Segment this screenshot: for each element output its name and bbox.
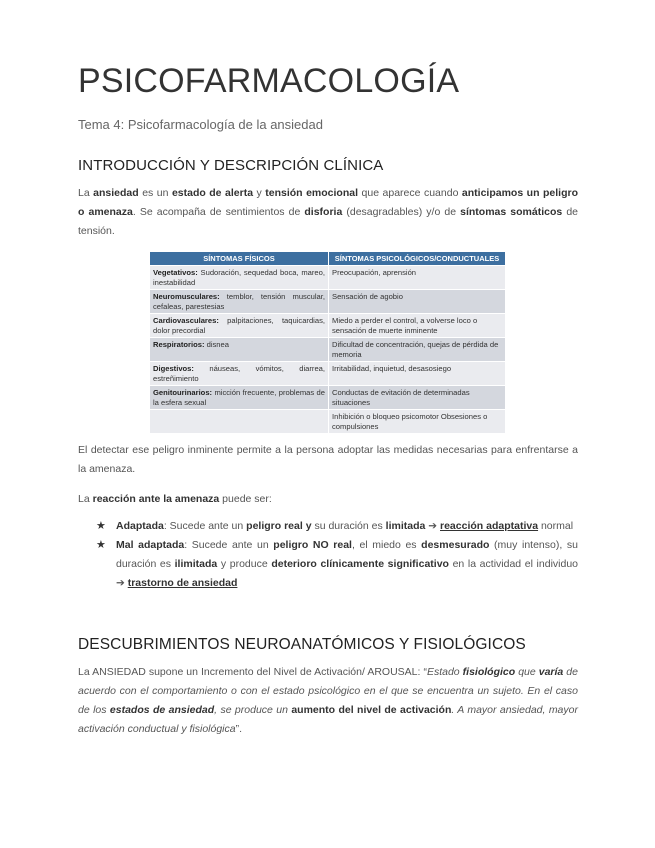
intro-paragraph: La ansiedad es un estado de alerta y tensión emocional que aparece cuando anticipamos un peligro o amenaza. Se acompaña de sentimientos de disforia (desagradables) y/o de síntomas somáticos de tensión. (78, 187, 578, 237)
danger-paragraph: El detectar ese peligro inminente permite a la persona adoptar las medidas necesarias para enfrentarse a la amenaza. (78, 444, 578, 475)
table-row (150, 266, 506, 290)
table-row (150, 338, 506, 362)
section-heading-intro: INTRODUCCIÓN Y DESCRIPCIÓN CLÍNICA (78, 157, 384, 174)
page-subtitle: Tema 4: Psicofarmacología de la ansiedad (78, 117, 323, 132)
table-row (150, 362, 506, 386)
table-cell-physical: Cardiovasculares: palpitaciones, taquicardias, dolor precordial (150, 314, 329, 338)
symptoms-table (149, 251, 506, 434)
table-row (150, 314, 506, 338)
table-cell-physical: Neuromusculares: temblor, tensión muscular, cefaleas, parestesias (150, 290, 329, 314)
reaction-list (96, 517, 578, 593)
star-icon: ★ (96, 520, 106, 532)
table-row (150, 410, 506, 434)
page-title: PSICOFARMACOLOGÍA (78, 62, 460, 100)
table-cell-psychological: Conductas de evitación de determinadas situaciones (329, 386, 506, 410)
table-cell-physical: Respiratorios: disnea (150, 338, 329, 362)
arousal-paragraph: La ANSIEDAD supone un Incremento del Nivel de Activación/ AROUSAL: “Estado fisiológico que varía de acuerdo con el comportamiento o con el estado psicológico en el que se encuentra un sujeto. En el caso de los estados de ansiedad, se produce un aumento del nivel de activación. A mayor ansiedad, mayor activación conductual y fisiológica”. (78, 666, 578, 735)
table-row (150, 386, 506, 410)
table-header-psychological: SÍNTOMAS PSICOLÓGICOS/CONDUCTUALES (329, 252, 506, 266)
star-icon: ★ (96, 539, 106, 551)
table-cell-psychological: Preocupación, aprensión (329, 266, 506, 290)
section-heading-discoveries: DESCUBRIMIENTOS NEUROANATÓMICOS Y FISIOLÓGICOS (78, 636, 526, 653)
table-cell-physical: Digestivos: náuseas, vómitos, diarrea, estreñimiento (150, 362, 329, 386)
list-item: ★ Adaptada: Sucede ante un peligro real y su duración es limitada ➔ reacción adaptativa normal (96, 517, 578, 536)
table-header-physical: SÍNTOMAS FÍSICOS (150, 252, 329, 266)
reaction-intro: La reacción ante la amenaza puede ser: (78, 493, 272, 505)
table-cell-psychological: Miedo a perder el control, a volverse loco o sensación de muerte inminente (329, 314, 506, 338)
table-cell-psychological: Inhibición o bloqueo psicomotor Obsesiones o compulsiones (329, 410, 506, 434)
table-row (150, 290, 506, 314)
table-cell-psychological: Sensación de agobio (329, 290, 506, 314)
table-cell-psychological: Irritabilidad, inquietud, desasosiego (329, 362, 506, 386)
table-cell-physical: Genitourinarios: micción frecuente, problemas de la esfera sexual (150, 386, 329, 410)
table-cell-physical: Vegetativos: Sudoración, sequedad boca, mareo, inestabilidad (150, 266, 329, 290)
table-cell-physical (150, 410, 329, 434)
table-cell-psychological: Dificultad de concentración, quejas de pérdida de memoria (329, 338, 506, 362)
list-item: ★ Mal adaptada: Sucede ante un peligro NO real, el miedo es desmesurado (muy intenso), su duración es ilimitada y produce deterioro clínicamente significativo en la actividad el individuo ➔ trastorno de ansiedad (96, 536, 578, 593)
